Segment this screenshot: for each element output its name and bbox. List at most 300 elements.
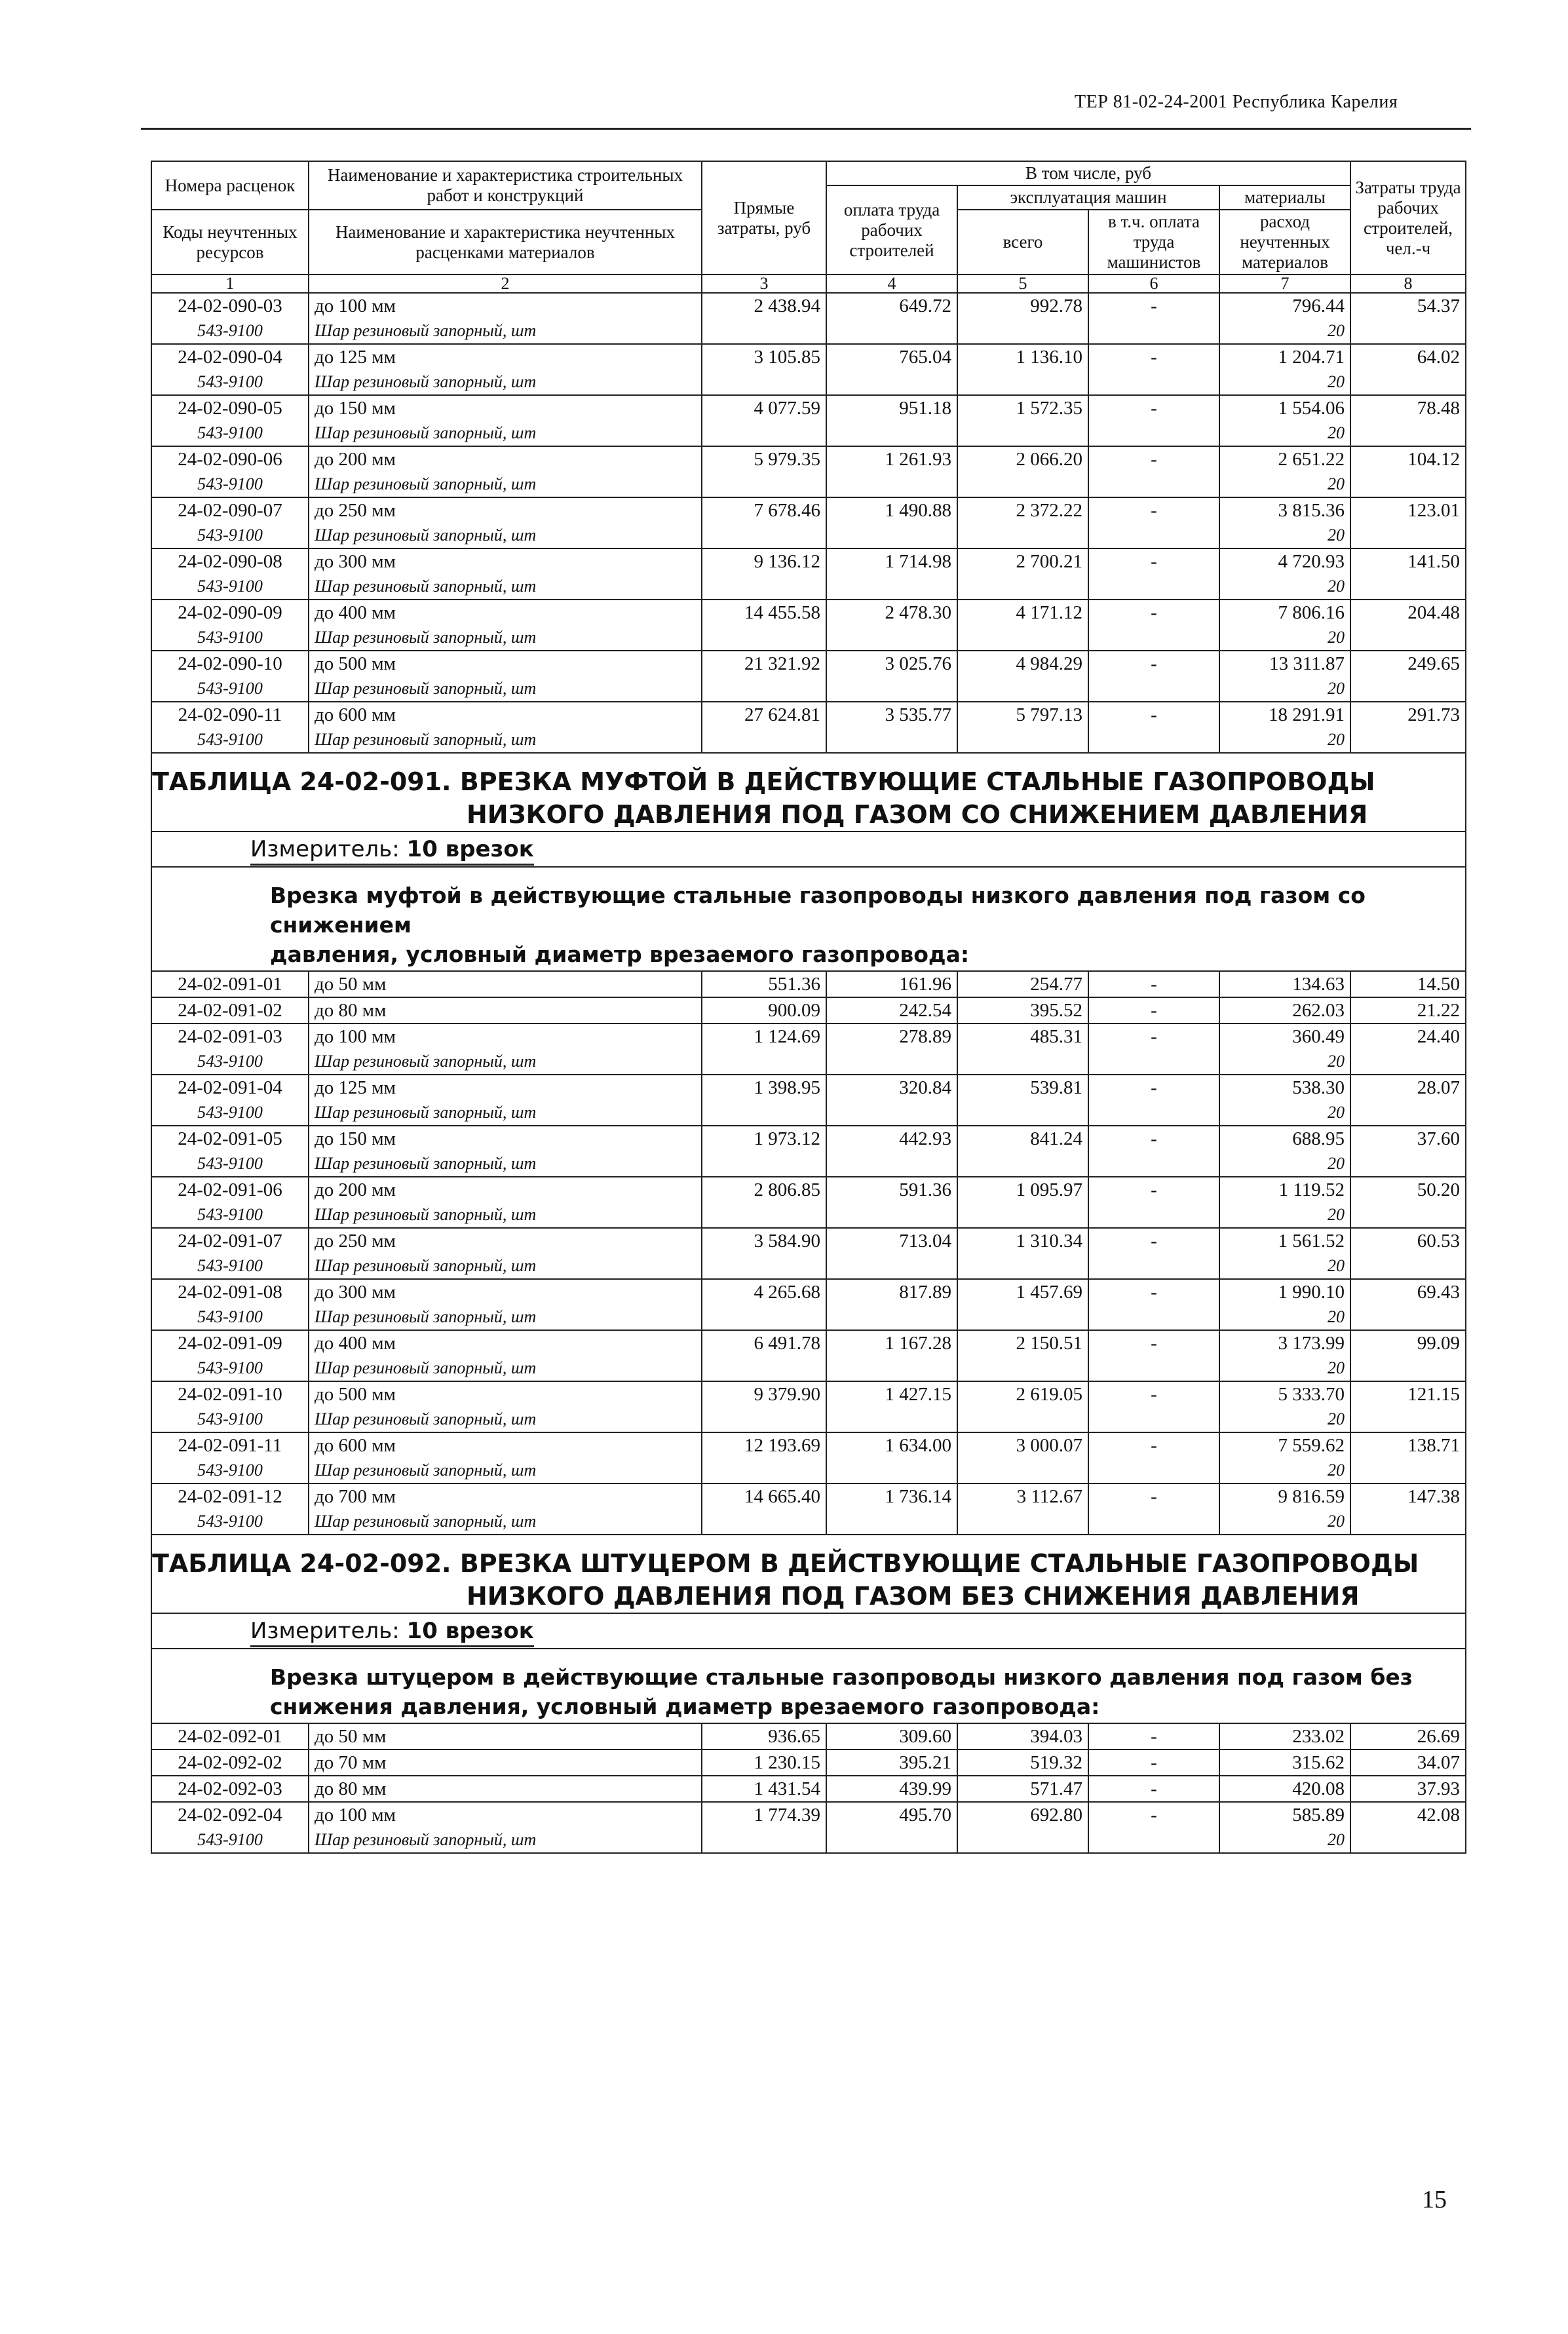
- value-mach: 1 457.69: [957, 1279, 1088, 1305]
- work-name: до 300 мм: [309, 1279, 702, 1305]
- value-labor: 442.93: [826, 1126, 957, 1151]
- value-labor: 1 167.28: [826, 1330, 957, 1356]
- value-hours: 24.40: [1350, 1024, 1466, 1049]
- column-number: 5: [957, 275, 1088, 293]
- rate-code: 24-02-091-05: [151, 1126, 309, 1151]
- value-mach-pay: -: [1088, 548, 1219, 574]
- resource-code: 543-9100: [151, 1202, 309, 1228]
- value-mat: 5 333.70: [1219, 1381, 1350, 1407]
- work-name: до 70 мм: [309, 1750, 702, 1776]
- resource-name: Шар резиновый запорный, шт: [309, 574, 702, 600]
- value-labor: 1 714.98: [826, 548, 957, 574]
- rate-code: 24-02-090-10: [151, 651, 309, 676]
- value-mat: 7 806.16: [1219, 600, 1350, 625]
- empty-cell: [1350, 1305, 1466, 1330]
- empty-cell: [826, 318, 957, 344]
- value-labor: 765.04: [826, 344, 957, 370]
- resource-name: Шар резиновый запорный, шт: [309, 1100, 702, 1126]
- work-name: до 100 мм: [309, 1024, 702, 1049]
- column-number: 8: [1350, 275, 1466, 293]
- resource-row: [151, 1356, 1466, 1381]
- resource-name: Шар резиновый запорный, шт: [309, 370, 702, 395]
- value-direct: 5 979.35: [702, 446, 826, 472]
- value-hours: 37.93: [1350, 1776, 1466, 1802]
- empty-cell: [826, 1049, 957, 1075]
- running-header: ТЕР 81-02-24-2001 Республика Карелия: [1075, 92, 1398, 112]
- resource-name: Шар резиновый запорный, шт: [309, 421, 702, 446]
- resource-name: Шар резиновый запорный, шт: [309, 1458, 702, 1483]
- resource-quantity: 20: [1219, 1151, 1350, 1177]
- value-mach-pay: -: [1088, 1432, 1219, 1458]
- rate-code: 24-02-091-11: [151, 1432, 309, 1458]
- empty-cell: [702, 1049, 826, 1075]
- table-row: [151, 1483, 1466, 1509]
- empty-cell: [702, 676, 826, 702]
- value-mach-pay: -: [1088, 1723, 1219, 1750]
- table-092-body: [151, 1723, 1466, 1853]
- value-labor: 591.36: [826, 1177, 957, 1202]
- empty-cell: [1088, 1458, 1219, 1483]
- table-092-title-line2: НИЗКОГО ДАВЛЕНИЯ ПОД ГАЗОМ БЕЗ СНИЖЕНИЯ ДАВЛЕНИЯ: [467, 1582, 1360, 1611]
- rate-code: 24-02-091-10: [151, 1381, 309, 1407]
- rate-code: 24-02-092-04: [151, 1802, 309, 1827]
- empty-cell: [1088, 1827, 1219, 1853]
- resource-code: 543-9100: [151, 370, 309, 395]
- value-labor: 1 736.14: [826, 1483, 957, 1509]
- value-labor: 278.89: [826, 1024, 957, 1049]
- value-hours: 34.07: [1350, 1750, 1466, 1776]
- value-mach-pay: -: [1088, 1750, 1219, 1776]
- value-mach: 519.32: [957, 1750, 1088, 1776]
- value-hours: 42.08: [1350, 1802, 1466, 1827]
- table-row: [151, 971, 1466, 997]
- value-mach-pay: -: [1088, 1126, 1219, 1151]
- page-number: 15: [1422, 2186, 1447, 2213]
- work-name: до 150 мм: [309, 395, 702, 421]
- header-col1-bottom: Коды неучтенных ресурсов: [151, 210, 309, 275]
- value-mach: 2 700.21: [957, 548, 1088, 574]
- value-mach: 2 372.22: [957, 497, 1088, 523]
- resource-code: 543-9100: [151, 727, 309, 753]
- empty-cell: [957, 523, 1088, 548]
- table-row: [151, 1228, 1466, 1253]
- value-mat: 2 651.22: [1219, 446, 1350, 472]
- empty-cell: [957, 1100, 1088, 1126]
- resource-quantity: 20: [1219, 472, 1350, 497]
- empty-cell: [957, 1458, 1088, 1483]
- value-mat: 360.49: [1219, 1024, 1350, 1049]
- table-row: [151, 1750, 1466, 1776]
- value-mach-pay: -: [1088, 1330, 1219, 1356]
- empty-cell: [702, 1305, 826, 1330]
- value-direct: 900.09: [702, 997, 826, 1024]
- empty-cell: [702, 523, 826, 548]
- empty-cell: [1350, 1509, 1466, 1535]
- empty-cell: [1350, 318, 1466, 344]
- resource-row: [151, 1827, 1466, 1853]
- work-name: до 50 мм: [309, 971, 702, 997]
- empty-cell: [957, 625, 1088, 651]
- table-091-title-line1: ТАБЛИЦА 24-02-091. ВРЕЗКА МУФТОЙ В ДЕЙСТВУЮЩИЕ СТАЛЬНЫЕ ГАЗОПРОВОДЫ: [152, 767, 1375, 796]
- resource-code: 543-9100: [151, 472, 309, 497]
- empty-cell: [826, 1202, 957, 1228]
- table-row: [151, 1126, 1466, 1151]
- empty-cell: [1350, 727, 1466, 753]
- empty-cell: [826, 676, 957, 702]
- value-labor: 161.96: [826, 971, 957, 997]
- value-mach-pay: -: [1088, 1279, 1219, 1305]
- work-name: до 700 мм: [309, 1483, 702, 1509]
- value-mach-pay: -: [1088, 293, 1219, 318]
- resource-quantity: 20: [1219, 1253, 1350, 1279]
- intro-line1: Врезка штуцером в действующие стальные газопроводы низкого давления под газом без: [270, 1664, 1413, 1690]
- value-direct: 551.36: [702, 971, 826, 997]
- empty-cell: [957, 1827, 1088, 1853]
- empty-cell: [826, 523, 957, 548]
- value-mach: 539.81: [957, 1075, 1088, 1100]
- resource-row: [151, 574, 1466, 600]
- intro-line2: снижения давления, условный диаметр врезаемого газопровода:: [270, 1694, 1100, 1719]
- header-materials-sub: расход неучтенных материалов: [1219, 210, 1350, 275]
- resource-row: [151, 1253, 1466, 1279]
- resource-quantity: 20: [1219, 676, 1350, 702]
- empty-cell: [1350, 1458, 1466, 1483]
- rate-code: 24-02-091-09: [151, 1330, 309, 1356]
- value-hours: 37.60: [1350, 1126, 1466, 1151]
- empty-cell: [1088, 1202, 1219, 1228]
- value-direct: 1 230.15: [702, 1750, 826, 1776]
- empty-cell: [826, 727, 957, 753]
- column-number: 1: [151, 275, 309, 293]
- empty-cell: [1350, 625, 1466, 651]
- value-labor: 242.54: [826, 997, 957, 1024]
- value-labor: 495.70: [826, 1802, 957, 1827]
- header-col1-top: Номера расценок: [151, 161, 309, 210]
- table-row: [151, 344, 1466, 370]
- value-mach: 1 136.10: [957, 344, 1088, 370]
- empty-cell: [826, 1827, 957, 1853]
- empty-cell: [1088, 1100, 1219, 1126]
- resource-code: 543-9100: [151, 676, 309, 702]
- empty-cell: [957, 1305, 1088, 1330]
- value-mach-pay: -: [1088, 446, 1219, 472]
- value-labor: 649.72: [826, 293, 957, 318]
- empty-cell: [702, 1202, 826, 1228]
- resource-code: 543-9100: [151, 421, 309, 446]
- empty-cell: [702, 574, 826, 600]
- resource-code: 543-9100: [151, 1049, 309, 1075]
- empty-cell: [826, 1305, 957, 1330]
- value-mach: 841.24: [957, 1126, 1088, 1151]
- header-machines-total: всего: [957, 210, 1088, 275]
- empty-cell: [702, 1253, 826, 1279]
- value-hours: 138.71: [1350, 1432, 1466, 1458]
- value-direct: 1 124.69: [702, 1024, 826, 1049]
- value-hours: 121.15: [1350, 1381, 1466, 1407]
- resource-row: [151, 370, 1466, 395]
- resource-quantity: 20: [1219, 421, 1350, 446]
- table-091-section: [151, 753, 1466, 971]
- value-hours: 123.01: [1350, 497, 1466, 523]
- empty-cell: [1350, 574, 1466, 600]
- value-mat: 420.08: [1219, 1776, 1350, 1802]
- value-mach-pay: -: [1088, 702, 1219, 727]
- work-name: до 80 мм: [309, 1776, 702, 1802]
- resource-name: Шар резиновый запорный, шт: [309, 1151, 702, 1177]
- work-name: до 500 мм: [309, 651, 702, 676]
- resource-row: [151, 1151, 1466, 1177]
- empty-cell: [826, 1100, 957, 1126]
- work-name: до 500 мм: [309, 1381, 702, 1407]
- rate-code: 24-02-090-09: [151, 600, 309, 625]
- value-direct: 4 265.68: [702, 1279, 826, 1305]
- value-mat: 9 816.59: [1219, 1483, 1350, 1509]
- empty-cell: [957, 1407, 1088, 1432]
- value-direct: 27 624.81: [702, 702, 826, 727]
- value-hours: 99.09: [1350, 1330, 1466, 1356]
- value-hours: 204.48: [1350, 600, 1466, 625]
- work-name: до 125 мм: [309, 1075, 702, 1100]
- value-mach-pay: -: [1088, 1802, 1219, 1827]
- resource-code: 543-9100: [151, 574, 309, 600]
- value-mach-pay: -: [1088, 1075, 1219, 1100]
- table-091-meter: [151, 832, 1466, 867]
- empty-cell: [826, 1151, 957, 1177]
- value-mach: 692.80: [957, 1802, 1088, 1827]
- empty-cell: [1350, 1100, 1466, 1126]
- empty-cell: [957, 318, 1088, 344]
- rate-code: 24-02-090-03: [151, 293, 309, 318]
- resource-row: [151, 1049, 1466, 1075]
- empty-cell: [1088, 1356, 1219, 1381]
- table-row: [151, 1432, 1466, 1458]
- value-labor: 1 261.93: [826, 446, 957, 472]
- resource-name: Шар резиновый запорный, шт: [309, 318, 702, 344]
- empty-cell: [826, 1458, 957, 1483]
- value-mach-pay: -: [1088, 971, 1219, 997]
- work-name: до 300 мм: [309, 548, 702, 574]
- value-direct: 6 491.78: [702, 1330, 826, 1356]
- value-labor: 320.84: [826, 1075, 957, 1100]
- intro-line2: давления, условный диаметр врезаемого газопровода:: [270, 942, 970, 967]
- table-row: [151, 446, 1466, 472]
- value-direct: 1 431.54: [702, 1776, 826, 1802]
- resource-name: Шар резиновый запорный, шт: [309, 1202, 702, 1228]
- value-labor: 395.21: [826, 1750, 957, 1776]
- empty-cell: [1350, 1049, 1466, 1075]
- value-labor: 309.60: [826, 1723, 957, 1750]
- empty-cell: [957, 1049, 1088, 1075]
- value-mach: 1 310.34: [957, 1228, 1088, 1253]
- resource-row: [151, 472, 1466, 497]
- value-mat: 1 119.52: [1219, 1177, 1350, 1202]
- value-direct: 2 438.94: [702, 293, 826, 318]
- empty-cell: [1088, 421, 1219, 446]
- value-mach: 2 150.51: [957, 1330, 1088, 1356]
- empty-cell: [826, 421, 957, 446]
- empty-cell: [826, 1407, 957, 1432]
- value-mach-pay: -: [1088, 1776, 1219, 1802]
- value-mach-pay: -: [1088, 1381, 1219, 1407]
- empty-cell: [702, 1100, 826, 1126]
- table-091-intro: [151, 867, 1466, 971]
- table-091-title: [151, 753, 1466, 832]
- value-mach: 1 095.97: [957, 1177, 1088, 1202]
- table-row: [151, 395, 1466, 421]
- table-row: [151, 702, 1466, 727]
- table-row: [151, 1075, 1466, 1100]
- resource-quantity: 20: [1219, 1509, 1350, 1535]
- resource-code: 543-9100: [151, 1827, 309, 1853]
- empty-cell: [957, 472, 1088, 497]
- resource-code: 543-9100: [151, 1151, 309, 1177]
- work-name: до 150 мм: [309, 1126, 702, 1151]
- header-labor-pay: оплата труда рабочих строителей: [826, 185, 957, 275]
- column-number: 7: [1219, 275, 1350, 293]
- empty-cell: [1088, 574, 1219, 600]
- value-direct: 7 678.46: [702, 497, 826, 523]
- work-name: до 600 мм: [309, 1432, 702, 1458]
- rate-code: 24-02-090-08: [151, 548, 309, 574]
- empty-cell: [957, 1202, 1088, 1228]
- value-mach-pay: -: [1088, 1024, 1219, 1049]
- empty-cell: [702, 1151, 826, 1177]
- value-mat: 1 990.10: [1219, 1279, 1350, 1305]
- resource-code: 543-9100: [151, 1356, 309, 1381]
- empty-cell: [957, 574, 1088, 600]
- resource-row: [151, 1509, 1466, 1535]
- value-direct: 9 379.90: [702, 1381, 826, 1407]
- table-row: [151, 1723, 1466, 1750]
- table-row: [151, 1177, 1466, 1202]
- rate-code: 24-02-090-06: [151, 446, 309, 472]
- value-mach: 5 797.13: [957, 702, 1088, 727]
- empty-cell: [1088, 1305, 1219, 1330]
- rate-code: 24-02-090-11: [151, 702, 309, 727]
- value-mat: 3 173.99: [1219, 1330, 1350, 1356]
- value-mach-pay: -: [1088, 395, 1219, 421]
- value-mat: 796.44: [1219, 293, 1350, 318]
- table-090-body: [151, 293, 1466, 753]
- resource-quantity: 20: [1219, 1202, 1350, 1228]
- table-092-title: [151, 1535, 1466, 1613]
- column-number: 3: [702, 275, 826, 293]
- value-mach: 2 066.20: [957, 446, 1088, 472]
- resource-code: 543-9100: [151, 318, 309, 344]
- value-mach: 254.77: [957, 971, 1088, 997]
- value-labor: 439.99: [826, 1776, 957, 1802]
- work-name: до 125 мм: [309, 344, 702, 370]
- table-092-meter: [151, 1613, 1466, 1649]
- resource-name: Шар резиновый запорный, шт: [309, 625, 702, 651]
- header-labor-costs: Затраты труда рабочих строителей, чел.-ч: [1350, 161, 1466, 275]
- table-row: [151, 651, 1466, 676]
- work-name: до 200 мм: [309, 446, 702, 472]
- resource-quantity: 20: [1219, 370, 1350, 395]
- value-hours: 14.50: [1350, 971, 1466, 997]
- work-name: до 200 мм: [309, 1177, 702, 1202]
- value-labor: 1 634.00: [826, 1432, 957, 1458]
- resource-name: Шар резиновый запорный, шт: [309, 676, 702, 702]
- table-row: [151, 600, 1466, 625]
- empty-cell: [826, 625, 957, 651]
- value-mat: 262.03: [1219, 997, 1350, 1024]
- value-mat: 134.63: [1219, 971, 1350, 997]
- value-mat: 688.95: [1219, 1126, 1350, 1151]
- empty-cell: [702, 1458, 826, 1483]
- resource-quantity: 20: [1219, 574, 1350, 600]
- table-092-section: [151, 1535, 1466, 1723]
- value-hours: 249.65: [1350, 651, 1466, 676]
- value-mach-pay: -: [1088, 1177, 1219, 1202]
- resource-code: 543-9100: [151, 625, 309, 651]
- header-direct-costs: Прямые затраты, руб: [702, 161, 826, 275]
- empty-cell: [1350, 1202, 1466, 1228]
- value-mach: 395.52: [957, 997, 1088, 1024]
- empty-cell: [1088, 625, 1219, 651]
- empty-cell: [702, 1827, 826, 1853]
- value-direct: 2 806.85: [702, 1177, 826, 1202]
- rate-code: 24-02-091-01: [151, 971, 309, 997]
- empty-cell: [1350, 523, 1466, 548]
- value-mach: 3 112.67: [957, 1483, 1088, 1509]
- resource-name: Шар резиновый запорный, шт: [309, 1049, 702, 1075]
- empty-cell: [1350, 472, 1466, 497]
- work-name: до 400 мм: [309, 600, 702, 625]
- resource-row: [151, 523, 1466, 548]
- value-direct: 9 136.12: [702, 548, 826, 574]
- empty-cell: [1088, 523, 1219, 548]
- resource-quantity: 20: [1219, 1827, 1350, 1853]
- value-hours: 69.43: [1350, 1279, 1466, 1305]
- resource-row: [151, 625, 1466, 651]
- rate-code: 24-02-092-01: [151, 1723, 309, 1750]
- resource-code: 543-9100: [151, 1509, 309, 1535]
- header-rule: [141, 128, 1471, 130]
- value-mach: 2 619.05: [957, 1381, 1088, 1407]
- table-row: [151, 1776, 1466, 1802]
- rate-code: 24-02-090-05: [151, 395, 309, 421]
- resource-code: 543-9100: [151, 523, 309, 548]
- table-091-title-line2: НИЗКОГО ДАВЛЕНИЯ ПОД ГАЗОМ СО СНИЖЕНИЕМ ДАВЛЕНИЯ: [467, 800, 1368, 829]
- value-labor: 1 427.15: [826, 1381, 957, 1407]
- resource-quantity: 20: [1219, 1458, 1350, 1483]
- resource-row: [151, 1407, 1466, 1432]
- value-mach-pay: -: [1088, 600, 1219, 625]
- value-mach-pay: -: [1088, 497, 1219, 523]
- value-mach: 571.47: [957, 1776, 1088, 1802]
- value-mach-pay: -: [1088, 344, 1219, 370]
- empty-cell: [957, 1509, 1088, 1535]
- rate-code: 24-02-091-12: [151, 1483, 309, 1509]
- empty-cell: [702, 1356, 826, 1381]
- meter-value: 10 врезок: [406, 1618, 534, 1644]
- value-mat: 315.62: [1219, 1750, 1350, 1776]
- value-direct: 21 321.92: [702, 651, 826, 676]
- empty-cell: [957, 727, 1088, 753]
- rate-code: 24-02-091-06: [151, 1177, 309, 1202]
- empty-cell: [1088, 1509, 1219, 1535]
- value-mach-pay: -: [1088, 651, 1219, 676]
- rate-code: 24-02-091-03: [151, 1024, 309, 1049]
- empty-cell: [826, 472, 957, 497]
- rate-code: 24-02-092-03: [151, 1776, 309, 1802]
- value-hours: 78.48: [1350, 395, 1466, 421]
- resource-name: Шар резиновый запорный, шт: [309, 1305, 702, 1330]
- value-mat: 13 311.87: [1219, 651, 1350, 676]
- column-number-row: [151, 275, 1466, 293]
- value-labor: 951.18: [826, 395, 957, 421]
